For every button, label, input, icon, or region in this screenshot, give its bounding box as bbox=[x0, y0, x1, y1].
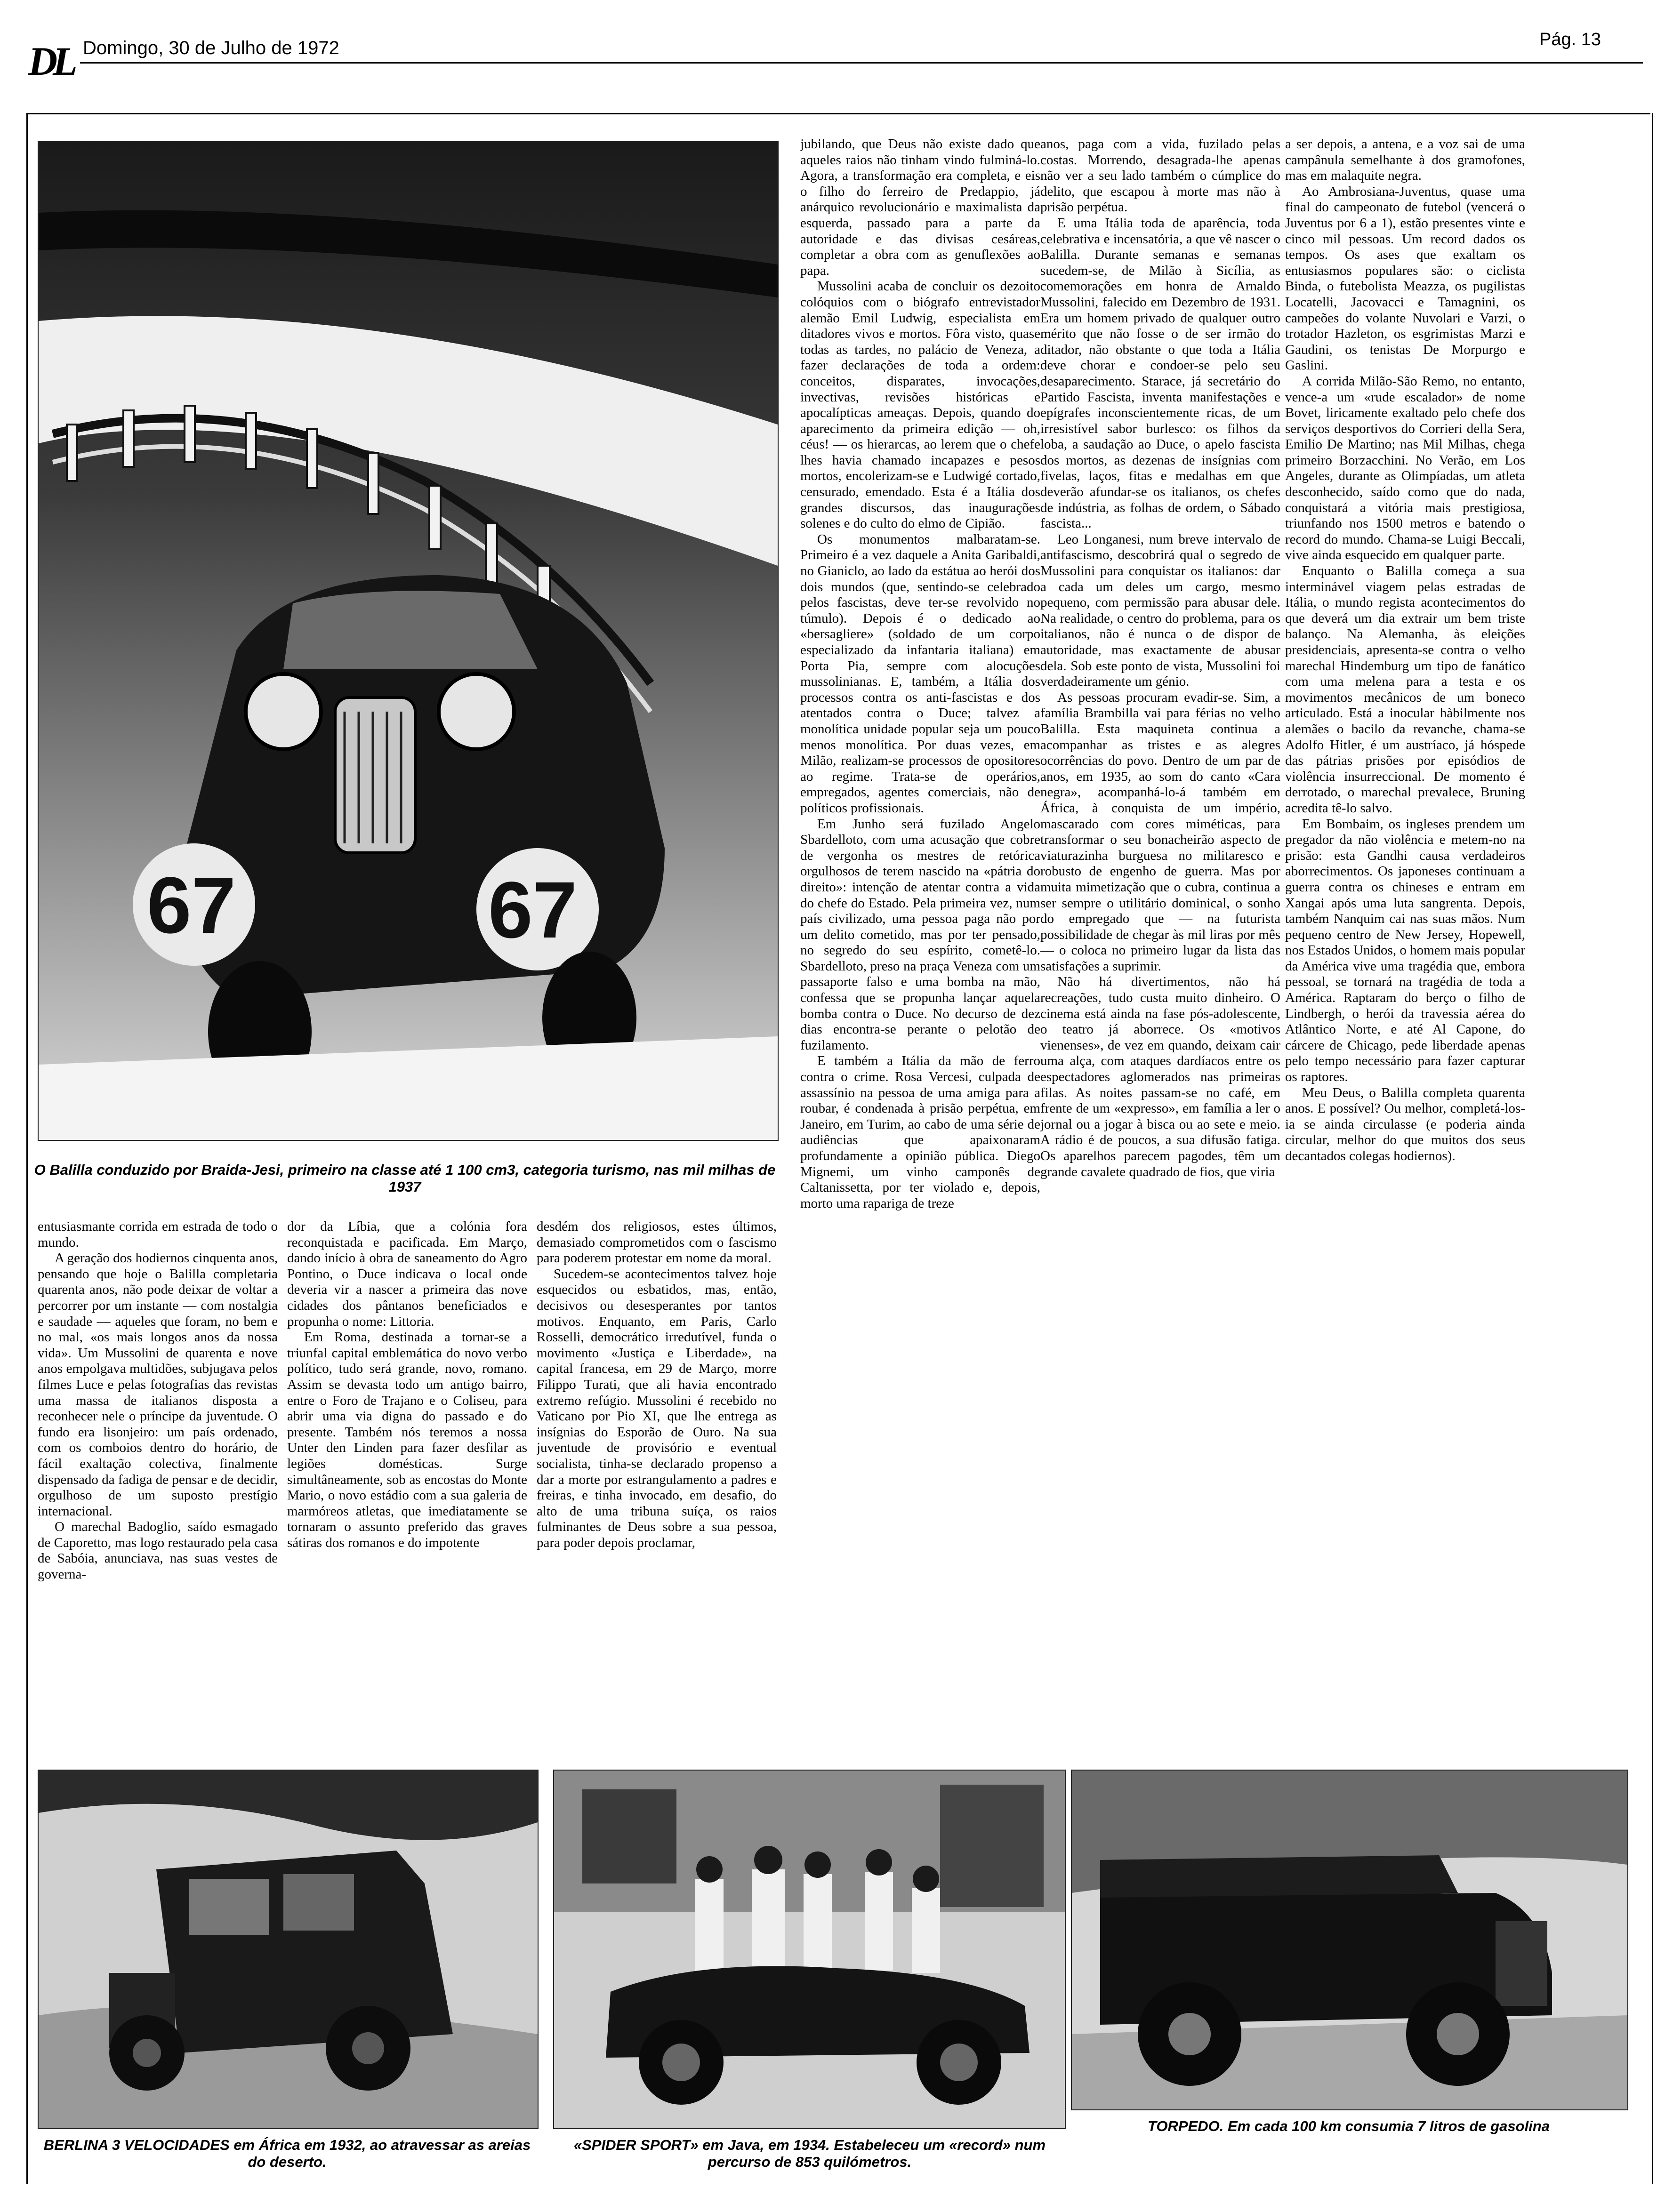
article-column-upper-2 bbox=[1040, 136, 1280, 1275]
paragraph: Em Junho será fuzilado Angelo Sbardelloto, com uma acusação que cobre de vergonha os mestres de retórica orgulhosos de terem nascido na «pátria do direito»: intenção de atentar contra a vida do chefe do Estado. Pela primeira vez, num país civilizado, uma pessoa paga não por um delito cometido, mas por ter pensado, no segredo do seu espírito, cometê-lo. Sbardelloto, preso na praça Veneza com um passaporte falso e uma bomba na mão, confessa que se propunha lançar aquela bomba contra o Duce. No decurso de dez dias encontra-se perante o pelotão de fuzilamento. bbox=[800, 816, 1040, 1053]
paragraph: Leo Longanesi, num breve intervalo de antifascismo, descobrirá qual o segredo de Mussolini para conquistar os italianos: dar a cada um deles um cargo, mesmo pequeno, com permissão para abusar dele. Na realidade, o centro do problema, para os italianos, não é nunca o de dispor de autoridade, mas exactamente de abusar dela. Sob este ponto de vista, Mussolini foi verdadeiramente um génio. bbox=[1040, 531, 1280, 689]
newspaper-logo: DL bbox=[28, 39, 73, 84]
paragraph: Não há divertimentos, não há recreações, tudo custa muito dinheiro. O cinema está ainda na fase pós-adolescente, o teatro já aborrece. Os «motivos vienenses», de vez em quando, deixam cair uma alça, com ataques dardíacos entre os espectadores aglomerados nas primeiras filas. As noites passam-se no café, em frente de um «expresso», em família a ler o jornal ou a jogar à bisca ou ao sete e meio. A rádio é de poucos, a sua difusão fatigа. Os aparelhos parecem pagodes, têm um grande cavalete quadrado de fios, que viria bbox=[1040, 974, 1280, 1179]
article-column-lower-3 bbox=[537, 1219, 777, 1751]
paragraph: Sucedem-se acontecimentos talvez hoje esquecidos ou esbatidos, mas, então, decisivos ou desesperantes por tantos motivos. Enquanto, em Paris, Carlo Rosselli, democrático irredutível, funda o movimento «Justiça e Liberdade», na capital francesa, em 29 de Março, morre Filippo Turati, que ali havia encontrado extremo refúgio. Mussolini é recebido no Vaticano por Pio XI, que lhe entrega as insígnias do Esporão de Ouro. Na sua juventude de provisório e eventual socialista, tinha-se declarado propenso a dar a morte por estrangulamento a padres e freiras, e tinha invocado, em desafio, do alto de uma tribuna suíça, os raios fulminantes de Deus sobre a sua pessoa, para poder depois proclamar, bbox=[537, 1266, 777, 1550]
paragraph: As pessoas procuram evadir-se. Sim, a família Brambilla vai para férias no velho Balilla. Esta maquineta continua a acompanhar as tristes e as alegres ocorrências do povo. Dentro de um par de anos, em 1935, ao som do canto «Cara negra», acompanhá-lo-á também em África, à conquista de um império, mascarado com cores miméticas, para transformar o seu bonacheirão aspecto de viaturazinha burguesa no militaresco e robusto de engenho de guerra. Mas por muita mimetização que o cubra, continua a ser sempre o utilitário dominical, o sonho do empregado que — na futurista possibilidade de chegar às mil liras por mês — o coloca no primeiro lugar da lista das satisfações a suprimir. bbox=[1040, 689, 1280, 974]
paragraph: Ao Ambrosiana-Juventus, quase uma final do campeonato de futebol (vencerá o Juventus por 6 a 1), estão presentes vinte e cinco mil pessoas. Um record dados os tempos. Os ases que exaltam os entusiasmos populares são: o ciclista Binda, o futebolista Meazza, os pugilistas Locatelli, Jacovacci e Tamagnini, os campeões do volante Nuvolari e Varzi, o trotador Hazleton, os esgrimistas Marzi e Gaudini, os tenistas De Morpurgo e Gaslini. bbox=[1285, 184, 1525, 373]
paragraph: A geração dos hodiernos cinquenta anos, pensando que hoje o Balilla completaria quarenta anos, não pode deixar de voltar a percorrer por um instante — com nostalgia e saudade — aqueles que foram, no bem e no mal, «os mais longos anos da nossa vida». Um Mussolini de quarenta e nove anos empolgava multidões, subjugava pelos filmes Luce e pelas fotografias das revistas uma massa de italianos disposta a reconhecer nele o príncipe da juventude. O fundo era lisonjeiro: um país ordenado, com os comboios dentro do horário, de fácil exaltação colectiva, finalmente dispensado da fadiga de pensar e de decidir, orgulhoso de um suposto prestígio internacional. bbox=[38, 1250, 278, 1519]
paragraph: desdém dos religiosos, estes últimos, demasiado comprometidos com o fascismo para poderem protestar em nome da moral. bbox=[537, 1219, 777, 1266]
page-frame-top bbox=[26, 113, 1650, 114]
paragraph: a ser depois, a antena, e a voz sai de uma campânula semelhante à dos gramofones, mas em malaquite negra. bbox=[1285, 136, 1525, 184]
page-number: Pág. 13 bbox=[1539, 30, 1601, 49]
article-column-upper-1 bbox=[800, 136, 1040, 1275]
article-column-upper-3 bbox=[1285, 136, 1525, 1746]
header-rule bbox=[80, 62, 1643, 64]
spider-car-group-photo bbox=[553, 1770, 1066, 2129]
paragraph: Em Roma, destinada a tornar-se a triunfal capital emblemática do novo verbo político, tudo será grande, novo, romano. Assim se devasta todo um antigo bairro, entre o Foro de Trajano e o Coliseu, para abrir uma via digna do passado e do presente. Também nós teremos a nossa Unter den Linden para fazer desfilar as legiões domésticas. Surge simultâneamente, sob as encostas do Monte Mario, o novo estádio com a sua galeria de marmóreos atletas, que imediatamente se tornaram o assunto preferido das graves sátiras dos romanos e do impotente bbox=[287, 1330, 527, 1550]
paragraph: A corrida Milão-São Remo, no entanto, vence-a um «rude escalador» de nome Bovet, liricamente exaltado pelo chefe dos serviços desportivos do Corrieri della Sera, Emilio De Martino; nas Mil Milhas, chega primeiro Borzacchini. No Verão, em Los Angeles, durante as Olimpíadas, um atleta desconhecido, saído como que do nada, conquistará a vitória mais prestigiosa, triunfando nos 1500 metros e batendo o record do mundo. Chama-se Luigi Beccali, vive ainda esquecido em qualquer parte. bbox=[1285, 373, 1525, 563]
torpedo-car-photo bbox=[1071, 1770, 1628, 2110]
car-desert-photo bbox=[38, 1770, 539, 2129]
paragraph: O marechal Badoglio, saído esmagado de Caporetto, mas logo restaurado pela casa de Sabóia, anunciava, nas suas vestes de governa- bbox=[38, 1519, 278, 1582]
torpedo-photo-caption: TORPEDO. Em cada 100 km consumia 7 litros de gasolina bbox=[1148, 2118, 1550, 2134]
paragraph: Enquanto o Balilla começa a sua interminável viagem pelas estradas de Itália, o mundo regista acontecimentos do que deverá um dia extrair um bem triste balanço. Na Alemanha, às eleições presidenciais, apresenta-se contra o velho marechal Hindemburg um tipo de fanático com uma melena para a testa e os movimentos mecânicos de um boneco articulado. Está a inocular hàbilmente nos alemães o bacilo da revanche, chama-se Adolfo Hitler, é um austríaco, já hóspede das pátrias prisões por episódios de violência insurreccional. De momento é derrotado, o marechal prevalece, Bruning acredita tê-lo salvo. bbox=[1285, 563, 1525, 816]
main-photo-caption: O Balilla conduzido por Braida-Jesi, primeiro na classe até 1 100 cm3, categoria turismo, nas mil milhas de 1937 bbox=[34, 1162, 776, 1195]
svg-text:67: 67 bbox=[488, 866, 578, 955]
paragraph: E uma Itália toda de aparência, toda celebrativa e incensatória, a que vê nascer o Balilla. Durante semanas e semanas sucedem-se, de Milão à Sicília, as comemorações em honra de Arnaldo Mussolini, falecido em Dezembro de 1931. Era um homem privado de qualquer outro mérito que não fosse o de ser irmão do ditador, não obstante o que toda a Itália deve chorar e condoer-se pelo seu desaparecimento. Starace, já secretário do Partido Fascista, inventa manifestações e epígrafes inconscientemente ricas, de um irresistível sabor burlesco: os filhos da loba, a saudação ao Duce, o apelo fascista dos mortos, as dezenas de insígnias com fivelas, laços, fitas e medalhas em que deverão afundar-se os italianos, os chefes de indústria, as folhas de ordem, o Sábado fascista... bbox=[1040, 215, 1280, 531]
article-column-lower-1 bbox=[38, 1219, 278, 1751]
issue-date: Domingo, 30 de Julho de 1972 bbox=[83, 38, 339, 58]
paragraph: Meu Deus, o Balilla completa quarenta anos. E possível? Ou melhor, completá-los-ia se ainda circulasse (e poderia ainda circular, melhor do que muitos dos seus decantados colegas hodiernos). bbox=[1285, 1085, 1525, 1163]
paragraph: dor da Líbia, que a colónia fora reconquistada e pacificada. Em Março, dando início à obra de saneamento do Agro Pontino, o Duce indicava o local onde deveria vir a nascer a primeira das nove cidades dos pântanos beneficiados e propunha o nome: Littoria. bbox=[287, 1219, 527, 1329]
paragraph: E também a Itália da mão de ferro contra o crime. Rosa Vercesi, culpada de assassínio na pessoa de uma amiga para a roubar, é condenada à prisão perpétua, em Janeiro, em Turim, ao cabo de uma série de audiências que apaixonaram profundamente a opinião pública. Diego Mignemi, um vinho camponês de Caltanissetta, por ter violado e, depois, morto uma rapariga de treze bbox=[800, 1053, 1040, 1211]
racing-car-photo bbox=[38, 141, 779, 1141]
paragraph: Em Bombaim, os ingleses prendem um pregador da não violência e metem-no na prisão: esta Gandhi causa verdadeiros aborrecimentos. Os japoneses continuam a guerra contra os chineses e entram em Xangai após uma luta sangrenta. Depois, também Nanquim cai nas suas mãos. Num pequeno centro de New Jersey, Hopewell, nos Estados Unidos, o homem mais popular da América vive uma tragédia que, embora pessoal, se tornará na tragédia de toda a América. Raptaram do berço o filho de Lindbergh, o herói da travessia aérea do Atlântico Norte, e até Al Capone, do cárcere de Chicago, pede liberdade apenas pelo tempo necessário para fazer capturar os raptores. bbox=[1285, 816, 1525, 1085]
paragraph: Os monumentos malbaratam-se. Primeiro é a vez daquele a Anita Garibaldi, no Gianiclo, ao lado da estátua ao herói dos dois mundos (que, sentindo-se celebrado pelos fascistas, deve ter-se revolvido no túmulo). Depois é o dedicado ao «bersagliere» (soldado de um corpo especializado da infantaria italiana) em Porta Pia, sempre com alocuções mussolinianas. E, também, a Itália dos processos contra os anti-fascistas e dos atentados contra o Duce; talvez a monolítica unidade popular seja um pouco menos monolítica. Por duas vezes, em Milão, realizam-se processos de opositores ao regime. Trata-se de operários, empregados, agentes comerciais, não de políticos profissionais. bbox=[800, 531, 1040, 816]
berlina-photo-caption: BERLINA 3 VELOCIDADES em África em 1932, ao atravessar as areias do deserto. bbox=[43, 2137, 531, 2170]
article-column-lower-2 bbox=[287, 1219, 527, 1751]
paragraph: Mussolini acaba de concluir os dezoito colóquios com o biógrafo entrevistador alemão Emil Ludwig, especialista em ditadores vivos e mortos. Fôra visto, quase todas as tardes, no palácio de Veneza, a fazer declarações de toda a ordem: conceitos, disparates, invocações, invectivas, revisões históricas e apocalípticas ameaças. Depois, quando do aparecimento da primeira edição — oh, céus! — os hierarcas, ao lerem que o chefe lhes havia chamado incapazes e pesos mortos, encolerizam-se e Ludwigé cortado, censurado, emendado. Esta é a Itália dos grandes discursos, das inaugurações solenes e do culto do elmo de Cipião. bbox=[800, 279, 1040, 531]
paragraph: jubilando, que Deus não existe dado que aqueles raios não tinham vindo fulminá-lo. Agora, a transformação era completa, e eis o filho do ferreiro de Predappio, já anárquico revolucionário e maximalista da esquerda, passado para a parte da autoridade e das divisas cesáreas, completar a obra com as genuflexões ao papa. bbox=[800, 136, 1040, 278]
paragraph: anos, paga com a vida, fuzilado pelas costas. Morrendo, desagrada-lhe apenas não ver a seu lado também o cúmplice do delito, que escapou à morte mas não à prisão perpétua. bbox=[1040, 136, 1280, 215]
svg-text:67: 67 bbox=[147, 861, 236, 950]
spider-photo-caption: «SPIDER SPORT» em Java, em 1934. Estabeleceu um «record» num percurso de 853 quilómetros. bbox=[573, 2137, 1046, 2170]
paragraph: entusiasmante corrida em estrada de todo o mundo. bbox=[38, 1219, 278, 1250]
